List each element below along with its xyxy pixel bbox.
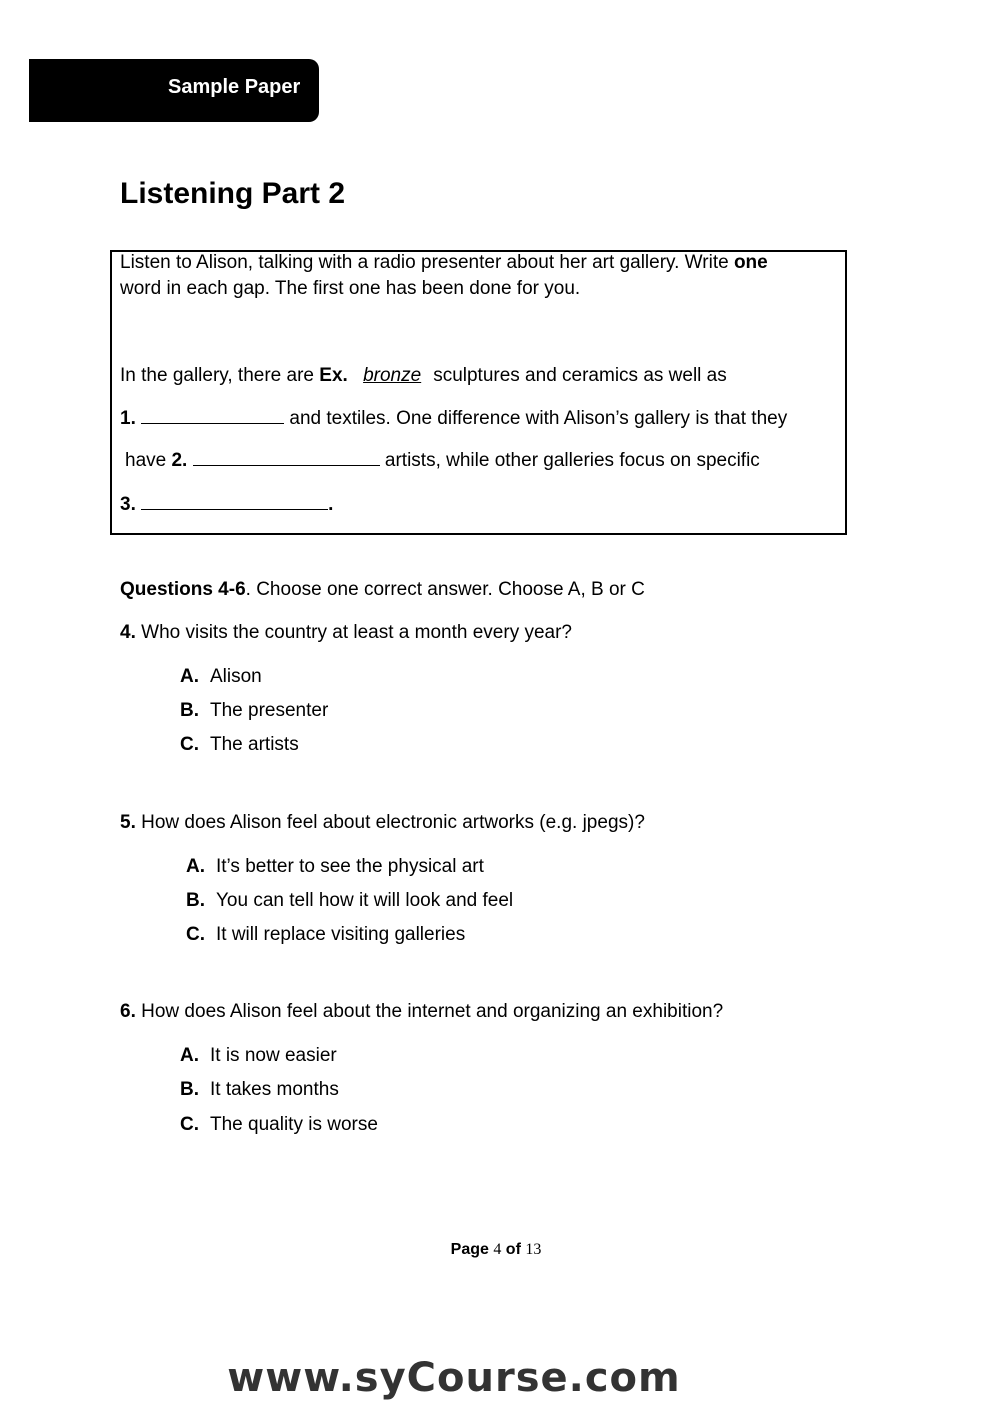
option-4a[interactable] <box>180 666 262 688</box>
option-letter: A. <box>180 666 199 687</box>
gap-number-2: 2. <box>171 450 188 471</box>
answer-blank-2[interactable] <box>193 451 380 466</box>
option-letter: C. <box>180 734 199 755</box>
option-text: Alison <box>210 666 262 687</box>
page-title: Listening Part 2 <box>120 177 346 210</box>
question-number: 5. <box>120 812 136 833</box>
option-5a[interactable] <box>186 856 484 878</box>
of-label: of <box>501 1241 526 1258</box>
option-letter: C. <box>180 1114 199 1135</box>
mcq-header-text: . Choose one correct answer. Choose A, B or C <box>245 579 645 600</box>
question-5 <box>120 812 645 834</box>
option-5c[interactable] <box>186 924 465 946</box>
mcq-header <box>120 579 645 601</box>
option-text: It will replace visiting galleries <box>216 924 466 945</box>
instructions-line-2: word in each gap. The first one has been done for you. <box>120 278 581 299</box>
option-5b[interactable] <box>186 890 513 912</box>
option-letter: B. <box>180 1079 199 1100</box>
banner-label: Sample Paper <box>168 76 301 98</box>
question-text: How does Alison feel about the internet and organizing an exhibition? <box>141 1001 724 1022</box>
page-total: 13 <box>525 1241 542 1258</box>
gap-text: have <box>125 450 172 471</box>
option-letter: C. <box>186 924 205 945</box>
gap-text: In the gallery, there are <box>120 365 320 386</box>
option-6a[interactable] <box>180 1045 337 1067</box>
sample-paper-banner <box>29 59 319 122</box>
option-4b[interactable] <box>180 700 328 722</box>
question-4 <box>120 622 572 644</box>
gap-number-1: 1. <box>120 408 136 429</box>
gap-number-3: 3. <box>120 494 136 515</box>
option-text: It takes months <box>210 1079 339 1100</box>
gap-line-3 <box>120 494 333 516</box>
answer-blank-1[interactable] <box>141 409 284 424</box>
gap-line-example <box>120 365 727 387</box>
gap-text: and textiles. One difference with Alison’s gallery is that they <box>289 408 788 429</box>
option-text: The artists <box>210 734 299 755</box>
page-footer <box>0 1241 992 1259</box>
gap-line-2 <box>125 450 760 472</box>
question-number: 4. <box>120 622 136 643</box>
page-label: Page <box>450 1241 494 1258</box>
option-text: You can tell how it will look and feel <box>216 890 514 911</box>
option-letter: B. <box>186 890 205 911</box>
option-text: The presenter <box>210 700 329 721</box>
option-text: It is now easier <box>210 1045 337 1066</box>
instructions-line-1 <box>120 252 768 274</box>
mcq-header-bold: Questions 4-6 <box>120 579 246 600</box>
instructions-emphasis: one <box>733 252 768 273</box>
option-letter: B. <box>180 700 199 721</box>
example-label: Ex. <box>319 365 348 386</box>
instructions-text: Listen to Alison, talking with a radio presenter about her art gallery. Write <box>120 252 734 273</box>
gap-text: sculptures and ceramics as well as <box>433 365 727 386</box>
gap-line-1 <box>120 408 787 430</box>
site-watermark: www.syCourse.com <box>227 1355 681 1401</box>
option-6b[interactable] <box>180 1079 339 1101</box>
example-answer: bronze <box>363 365 422 386</box>
gap-end-period: . <box>328 494 334 515</box>
page-number: 4 <box>493 1241 502 1258</box>
option-letter: A. <box>186 856 205 877</box>
option-text: The quality is worse <box>210 1114 378 1135</box>
option-text: It’s better to see the physical art <box>216 856 484 877</box>
option-letter: A. <box>180 1045 199 1066</box>
question-6 <box>120 1001 723 1023</box>
gap-text: artists, while other galleries focus on specific <box>384 450 760 471</box>
question-text: How does Alison feel about electronic artworks (e.g. jpegs)? <box>141 812 645 833</box>
option-6c[interactable] <box>180 1114 378 1136</box>
option-4c[interactable] <box>180 734 299 756</box>
question-number: 6. <box>120 1001 136 1022</box>
answer-blank-3[interactable] <box>141 495 328 510</box>
question-text: Who visits the country at least a month every year? <box>141 622 572 643</box>
